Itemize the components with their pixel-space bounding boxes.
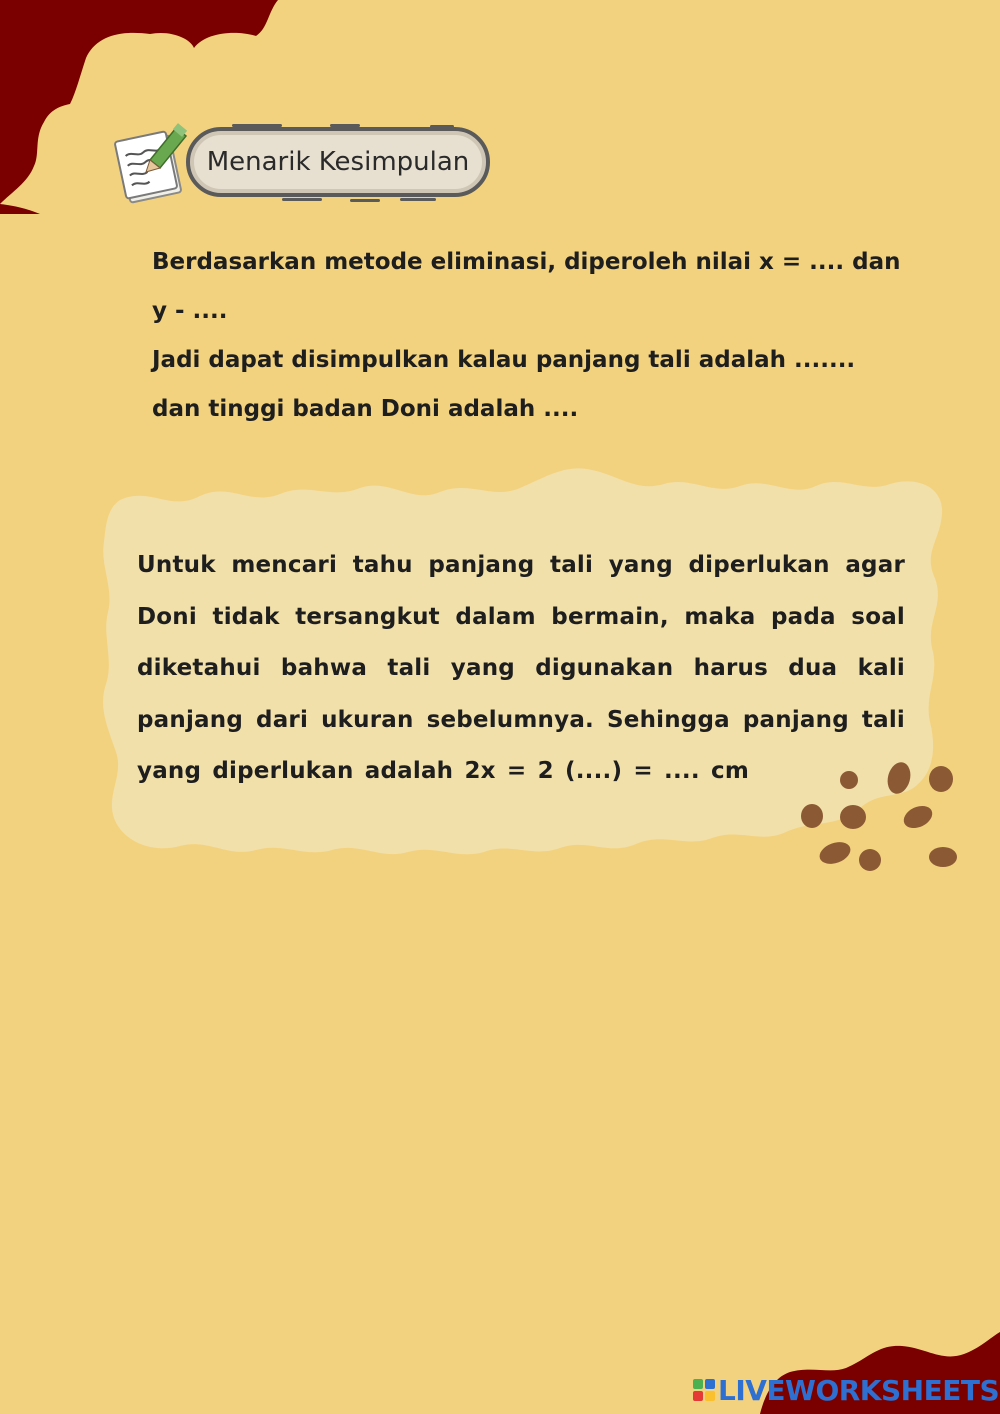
- conclusion-line: Jadi dapat disimpulkan kalau panjang tali adalah .......: [152, 347, 856, 373]
- info-box-text: Untuk mencari tahu panjang tali yang diperlukan agar Doni tidak tersangkut dalam bermain, maka pada soal diketahui bahwa tali yang digunakan harus dua kali panjang dari ukuran sebelumnya. Sehingga panjang tali yang diperlukan adalah 2x = 2 (....) = .... cm: [137, 552, 905, 784]
- liveworksheets-brand: [692, 1374, 999, 1406]
- conclusion-line: dan tinggi badan Doni adalah ....: [152, 396, 579, 422]
- page-title: Menarik Kesimpulan: [206, 147, 470, 177]
- section-title-badge: [186, 127, 490, 197]
- brand-name: LIVEWORKSHEETS: [718, 1373, 1000, 1407]
- conclusion-line: y - ....: [152, 298, 228, 324]
- liveworksheets-logo-icon: [692, 1378, 716, 1402]
- corner-blob-top-left-edge: [0, 204, 40, 214]
- conclusion-line: Berdasarkan metode eliminasi, diperoleh nilai x = .... dan: [152, 249, 901, 275]
- conclusion-text: [152, 238, 901, 434]
- notepad-pencil-icon: [115, 123, 188, 203]
